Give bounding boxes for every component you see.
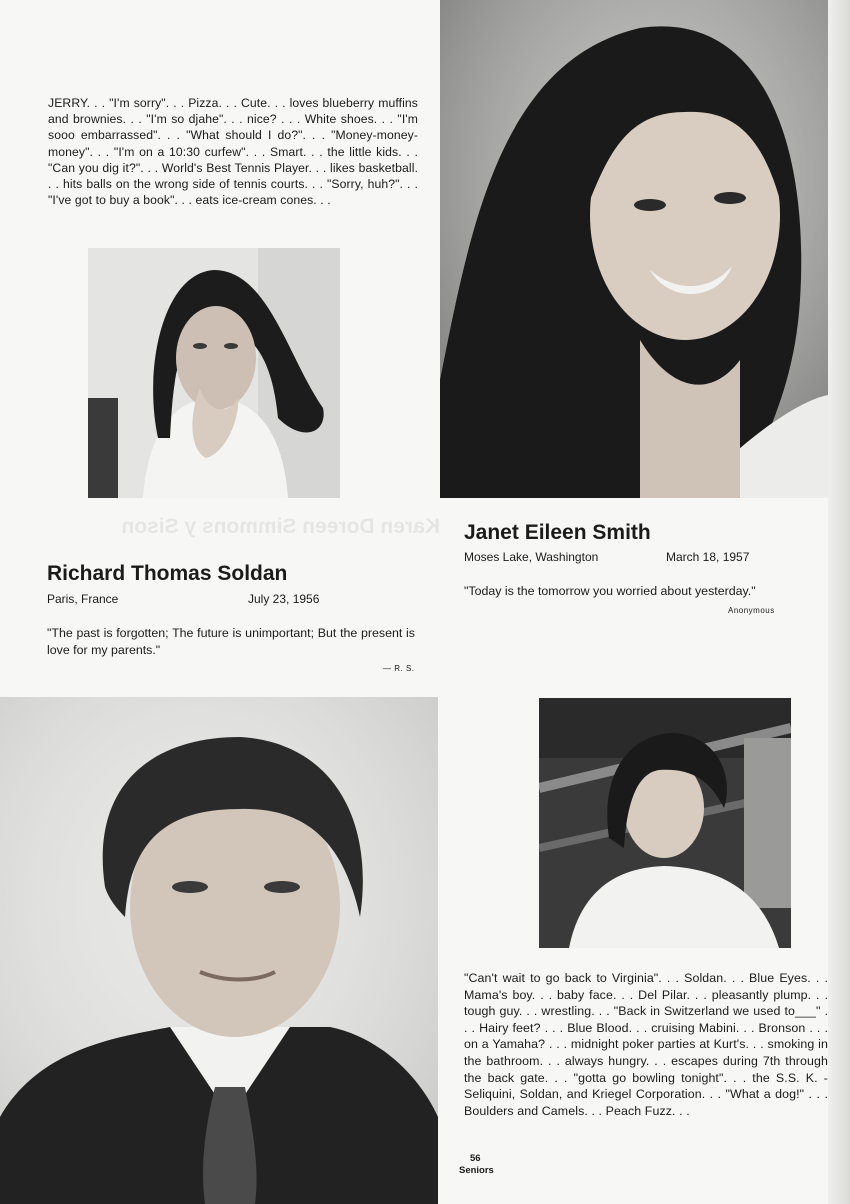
portrait-photo-janet-art [440,0,828,498]
richard-quote-attribution: — R. S. [383,664,415,673]
bleedthrough-text: Karen Doreen Simmons y Sison [121,515,440,538]
janet-name: Janet Eileen Smith [464,521,651,544]
janet-quote-attribution: Anonymous [728,606,775,615]
richard-birthplace: Paris, France [47,592,119,606]
jerry-writeup: JERRY. . . "I'm sorry". . . Pizza. . . Cute. . . loves blueberry muffins and brownies. . . "I'm so djahe". . . nice? . . . White shoes. . . "I'm sooo embarrassed". . . "What should I do?". . . "Money-money-money". . . "I'm on a 10:30 curfew". . . Smart. . . the little kids. . . "Can you dig it?". . . World's Best Tennis Player. . . likes basketball. . . hits balls on the wrong side of tennis courts. . . "Sorry, huh?". . . "I've got to buy a book". . . eats ice-cream cones. . . [48,96,418,208]
candid-photo-soldan-art [539,698,791,948]
richard-name: Richard Thomas Soldan [47,562,288,585]
richard-birthdate: July 23, 1956 [248,592,320,606]
janet-birthplace: Moses Lake, Washington [464,550,599,564]
janet-birthdate: March 18, 1957 [666,550,750,564]
page-number: 56 [470,1153,481,1164]
candid-photo-soldan [539,698,791,948]
janet-quote: "Today is the tomorrow you worried about yesterday." [464,584,756,598]
portrait-photo-richard [0,697,438,1204]
portrait-photo-janet [440,0,828,498]
page-edge [828,0,850,1204]
candid-photo-janet-art [88,248,340,498]
richard-quote: "The past is forgotten; The future is unimportant; But the present is love for my parents." [47,626,415,657]
portrait-photo-richard-art [0,697,438,1204]
soldan-writeup: "Can't wait to go back to Virginia". . . Soldan. . . Blue Eyes. . . Mama's boy. . . baby face. . . Del Pilar. . . pleasantly plump. . . tough guy. . . wrestling. . . "Back in Switzerland we used to___" . . . Hairy feet? . . . Blue Blood. . . cruising Mabini. . . Bronson . . . on a Yamaha? . . . midnight poker parties at Kurt's. . . smoking in the bathroom. . . always hungry. . . escapes during 7th through the back gate. . . "gotta go bowling tonight". . . the S.S. K. - Seliquini, Soldan, and Kriegel Corporation. . . "What a dog!" . . . Boulders and Camels. . . Peach Fuzz. . . [464,971,828,1118]
candid-photo-janet [88,248,340,498]
page-section: Seniors [459,1165,494,1176]
